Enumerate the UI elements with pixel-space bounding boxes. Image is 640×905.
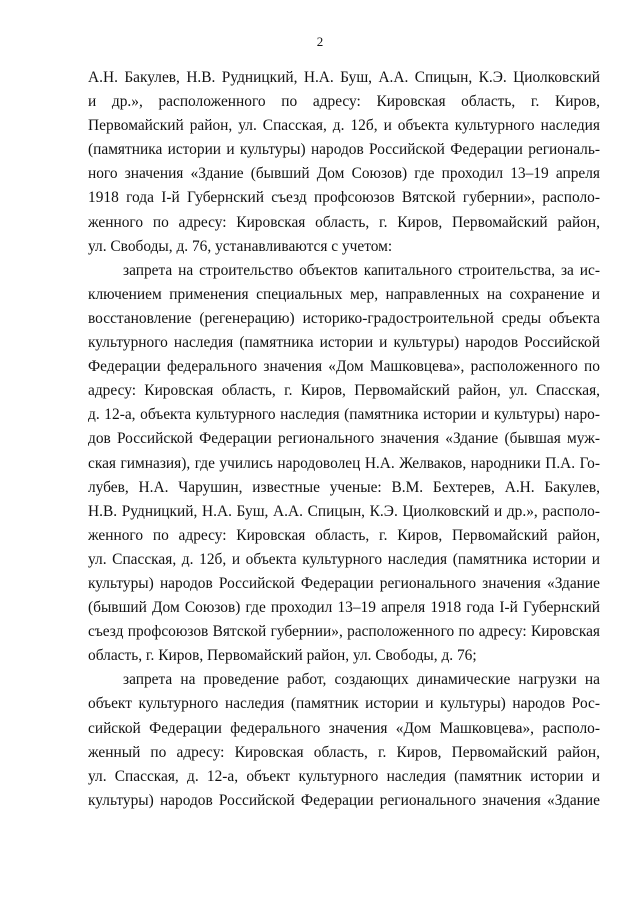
text-line: ключением применения специальных мер, направленных на сохранение и <box>88 285 600 303</box>
text-line: сийской Федерации федерального значения «Дом Машковцева», располо- <box>88 719 600 737</box>
text-line: (бывший Дом Союзов) где проходил 13–19 апреля 1918 года I-й Губернский <box>88 599 600 617</box>
text-line: ская гимназия), где учились народоволец Н.А. Желваков, народники П.А. Го- <box>88 454 600 472</box>
text-line: область, г. Киров, Первомайский район, ул. Свободы, д. 76; <box>88 647 477 665</box>
text-line: женный по адресу: Кировская область, г. Киров, Первомайский район, <box>88 743 600 761</box>
text-line: А.Н. Бакулев, Н.В. Рудницкий, Н.А. Буш, А.А. Спицын, К.Э. Циолковский <box>88 69 600 86</box>
paragraph <box>88 668 600 813</box>
text-line: съезд профсоюзов Вятской губернии», расположенного по адресу: Кировская <box>88 623 600 641</box>
text-line: культуры) народов Российской Федерации регионального значения «Здание <box>88 574 600 592</box>
text-line: культуры) народов Российской Федерации регионального значения «Здание <box>88 791 600 809</box>
text-line: женного по адресу: Кировская область, г. Киров, Первомайский район, <box>88 213 600 231</box>
text-line: 1918 года I-й Губернский съезд профсоюзов Вятской губернии», располо- <box>88 189 600 207</box>
text-line: (памятника истории и культуры) народов Российской Федерации региональ- <box>88 141 600 159</box>
text-line: Н.В. Рудницкий, Н.А. Буш, А.А. Спицын, К.Э. Циолковский и др.», располо- <box>88 502 600 520</box>
text-line: ул. Спасская, д. 12б, и объекта культурного наследия (памятника истории и <box>88 550 600 568</box>
text-line: лубев, Н.А. Чарушин, известные ученые: В.М. Бехтерев, А.Н. Бакулев, <box>88 478 600 496</box>
paragraph <box>88 66 600 259</box>
page-number: 2 <box>316 34 324 49</box>
text-line: женного по адресу: Кировская область, г. Киров, Первомайский район, <box>88 526 600 544</box>
body-text <box>88 66 600 813</box>
text-line: культурного наследия (памятника истории и культуры) народов Российской <box>88 334 600 352</box>
text-line: ул. Спасская, д. 12-а, объект культурного наследия (памятник истории и <box>88 767 600 785</box>
text-line: объект культурного наследия (памятник истории и культуры) народов Рос- <box>88 695 600 713</box>
text-line: Федерации федерального значения «Дом Машковцева», расположенного по <box>88 358 600 376</box>
text-line: дов Российской Федерации регионального значения «Здание (бывшая муж- <box>88 430 600 448</box>
text-line: восстановление (регенерацию) историко-градостроительной среды объекта <box>88 309 600 327</box>
text-line: и др.», расположенного по адресу: Кировская область, г. Киров, <box>88 93 600 111</box>
text-line: адресу: Кировская область, г. Киров, Первомайский район, ул. Спасская, <box>88 382 600 400</box>
text-line: запрета на строительство объектов капитального строительства, за ис- <box>123 261 600 279</box>
paragraph <box>88 259 600 669</box>
text-line: д. 12-а, объекта культурного наследия (памятника истории и культуры) наро- <box>88 406 600 424</box>
text-line: запрета на проведение работ, создающих динамические нагрузки на <box>123 671 600 689</box>
text-line: Первомайский район, ул. Спасская, д. 12б, и объекта культурного наследия <box>88 117 600 135</box>
text-line: ул. Свободы, д. 76, устанавливаются с учетом: <box>88 237 393 255</box>
text-line: ного значения «Здание (бывший Дом Союзов) где проходил 13–19 апреля <box>88 165 600 183</box>
